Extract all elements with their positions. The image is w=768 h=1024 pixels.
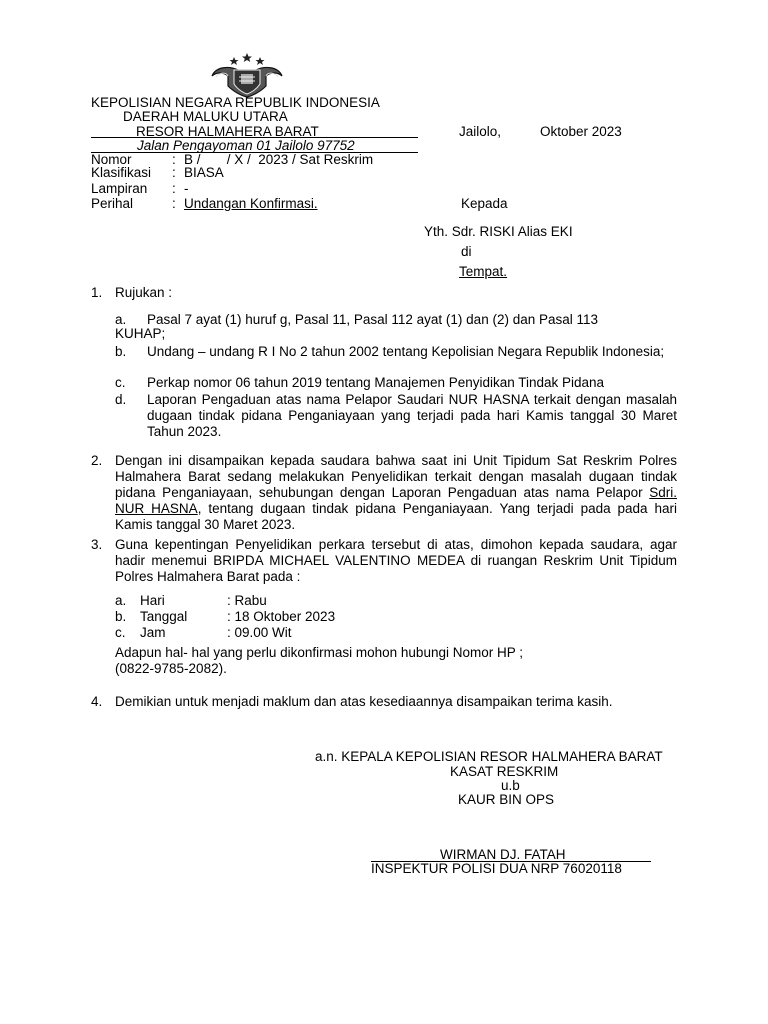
schedule-time-value: : 09.00 Wit: [227, 625, 292, 640]
nomor-value: B / / X / 2023 / Sat Reskrim: [184, 152, 374, 167]
rujukan-d-text: Laporan Pengaduan atas nama Pelapor Saudari NUR HASNA terkait dengan masalah dugaan tindak pidana Penganiayaan yang terjadi pada hari Kamis tanggal 30 Maret Tahun 2023.: [147, 392, 677, 439]
item-3-number: 3.: [91, 537, 103, 552]
schedule-date-value: : 18 Oktober 2023: [227, 609, 336, 624]
signature-sub-title: KAUR BIN OPS: [458, 792, 555, 807]
org-resor: RESOR HALMAHERA BARAT: [136, 124, 319, 139]
schedule-time-label: Jam: [140, 625, 166, 640]
item-1-number: 1.: [91, 285, 103, 300]
rujukan-c-letter: c.: [115, 375, 126, 390]
signatory-name: WIRMAN DJ. FATAH: [440, 847, 566, 862]
item-2-paragraph: [115, 453, 677, 533]
org-address: Jalan Pengayoman 01 Jailolo 97752: [137, 138, 355, 153]
recipient-name: Yth. Sdr. RISKI Alias EKI: [424, 224, 573, 239]
perihal-value: Undangan Konfirmasi.: [184, 196, 318, 211]
recipient-kepada: Kepada: [461, 196, 508, 211]
schedule-day-value: : Rabu: [227, 593, 267, 608]
rujukan-b-letter: b.: [115, 344, 127, 359]
rujukan-a-text: Pasal 7 ayat (1) huruf g, Pasal 11, Pasal 112 ayat (1) dan (2) dan Pasal 113: [147, 312, 599, 327]
signature-on-behalf: a.n. KEPALA KEPOLISIAN RESOR HALMAHERA BARAT: [315, 749, 663, 764]
schedule-day-label: Hari: [140, 593, 165, 608]
schedule-date-letter: b.: [115, 609, 127, 624]
letter-date: Oktober 2023: [540, 124, 622, 139]
item-3-paragraph: Guna kepentingan Penyelidikan perkara tersebut di atas, dimohon kepada saudara, agar hadir menemui BRIPDA MICHAEL VALENTINO MEDEA di ruangan Reskrim Unit Tipidum Polres Halmahera Barat pada :: [115, 537, 677, 584]
signatory-rank-nrp: INSPEKTUR POLISI DUA NRP 76020118: [371, 861, 622, 876]
lampiran-colon: :: [172, 181, 176, 196]
klasifikasi-colon: :: [172, 165, 176, 180]
klasifikasi-label: Klasifikasi: [91, 165, 152, 180]
letter-place: Jailolo,: [459, 124, 502, 139]
item-4-text: Demikian untuk menjadi maklum dan atas kesediaannya disampaikan terima kasih.: [115, 694, 613, 709]
signature-ub: u.b: [501, 778, 520, 793]
nomor-label: Nomor: [91, 152, 132, 167]
org-region: DAERAH MALUKU UTARA: [123, 109, 288, 124]
lampiran-value: -: [184, 181, 189, 196]
klasifikasi-value: BIASA: [184, 165, 224, 180]
item-2-text-start: Dengan ini disampaikan kepada saudara bahwa saat ini Unit Tipidum Sat Reskrim Polres Halmahera Barat sedang melakukan Penyelidikan terkait dengan masalah dugaan tindak pidana Penganiayaan, sehubungan dengan Laporan Pengaduan atas nama Pelapor: [115, 453, 677, 500]
contact-line-2: (0822-9785-2082).: [115, 661, 227, 676]
rujukan-c-text: Perkap nomor 06 tahun 2019 tentang Manajemen Penyidikan Tindak Pidana: [147, 375, 605, 390]
rujukan-d-letter: d.: [115, 392, 127, 407]
nomor-colon: :: [172, 152, 176, 167]
perihal-colon: :: [172, 196, 176, 211]
item-4-number: 4.: [91, 694, 103, 709]
schedule-day-letter: a.: [115, 593, 127, 608]
schedule-date-label: Tanggal: [140, 609, 188, 624]
recipient-tempat: Tempat.: [459, 264, 508, 279]
signature-title: KASAT RESKRIM: [450, 764, 559, 779]
police-emblem-logo: [208, 50, 286, 100]
rujukan-a-continuation: KUHAP;: [115, 326, 166, 341]
lampiran-label: Lampiran: [91, 181, 148, 196]
item-2-text-end: , tentang dugaan tindak pidana Penganiayaan. Yang terjadi pada pada hari Kamis tanggal 30 Maret 2023.: [115, 501, 677, 532]
reporter-name: Sdri. NUR HASNA: [115, 485, 677, 516]
schedule-time-letter: c.: [115, 625, 126, 640]
contact-line-1: Adapun hal- hal yang perlu dikonfirmasi mohon hubungi Nomor HP ;: [115, 645, 523, 660]
perihal-label: Perihal: [91, 196, 134, 211]
rujukan-a-letter: a.: [115, 312, 127, 327]
item-2-number: 2.: [91, 453, 103, 468]
rujukan-title: Rujukan :: [115, 285, 173, 300]
recipient-di: di: [461, 244, 472, 259]
rujukan-b-text: Undang – undang R I No 2 tahun 2002 tentang Kepolisian Negara Republik Indonesia;: [147, 344, 665, 359]
org-name: KEPOLISIAN NEGARA REPUBLIK INDONESIA: [91, 95, 380, 110]
